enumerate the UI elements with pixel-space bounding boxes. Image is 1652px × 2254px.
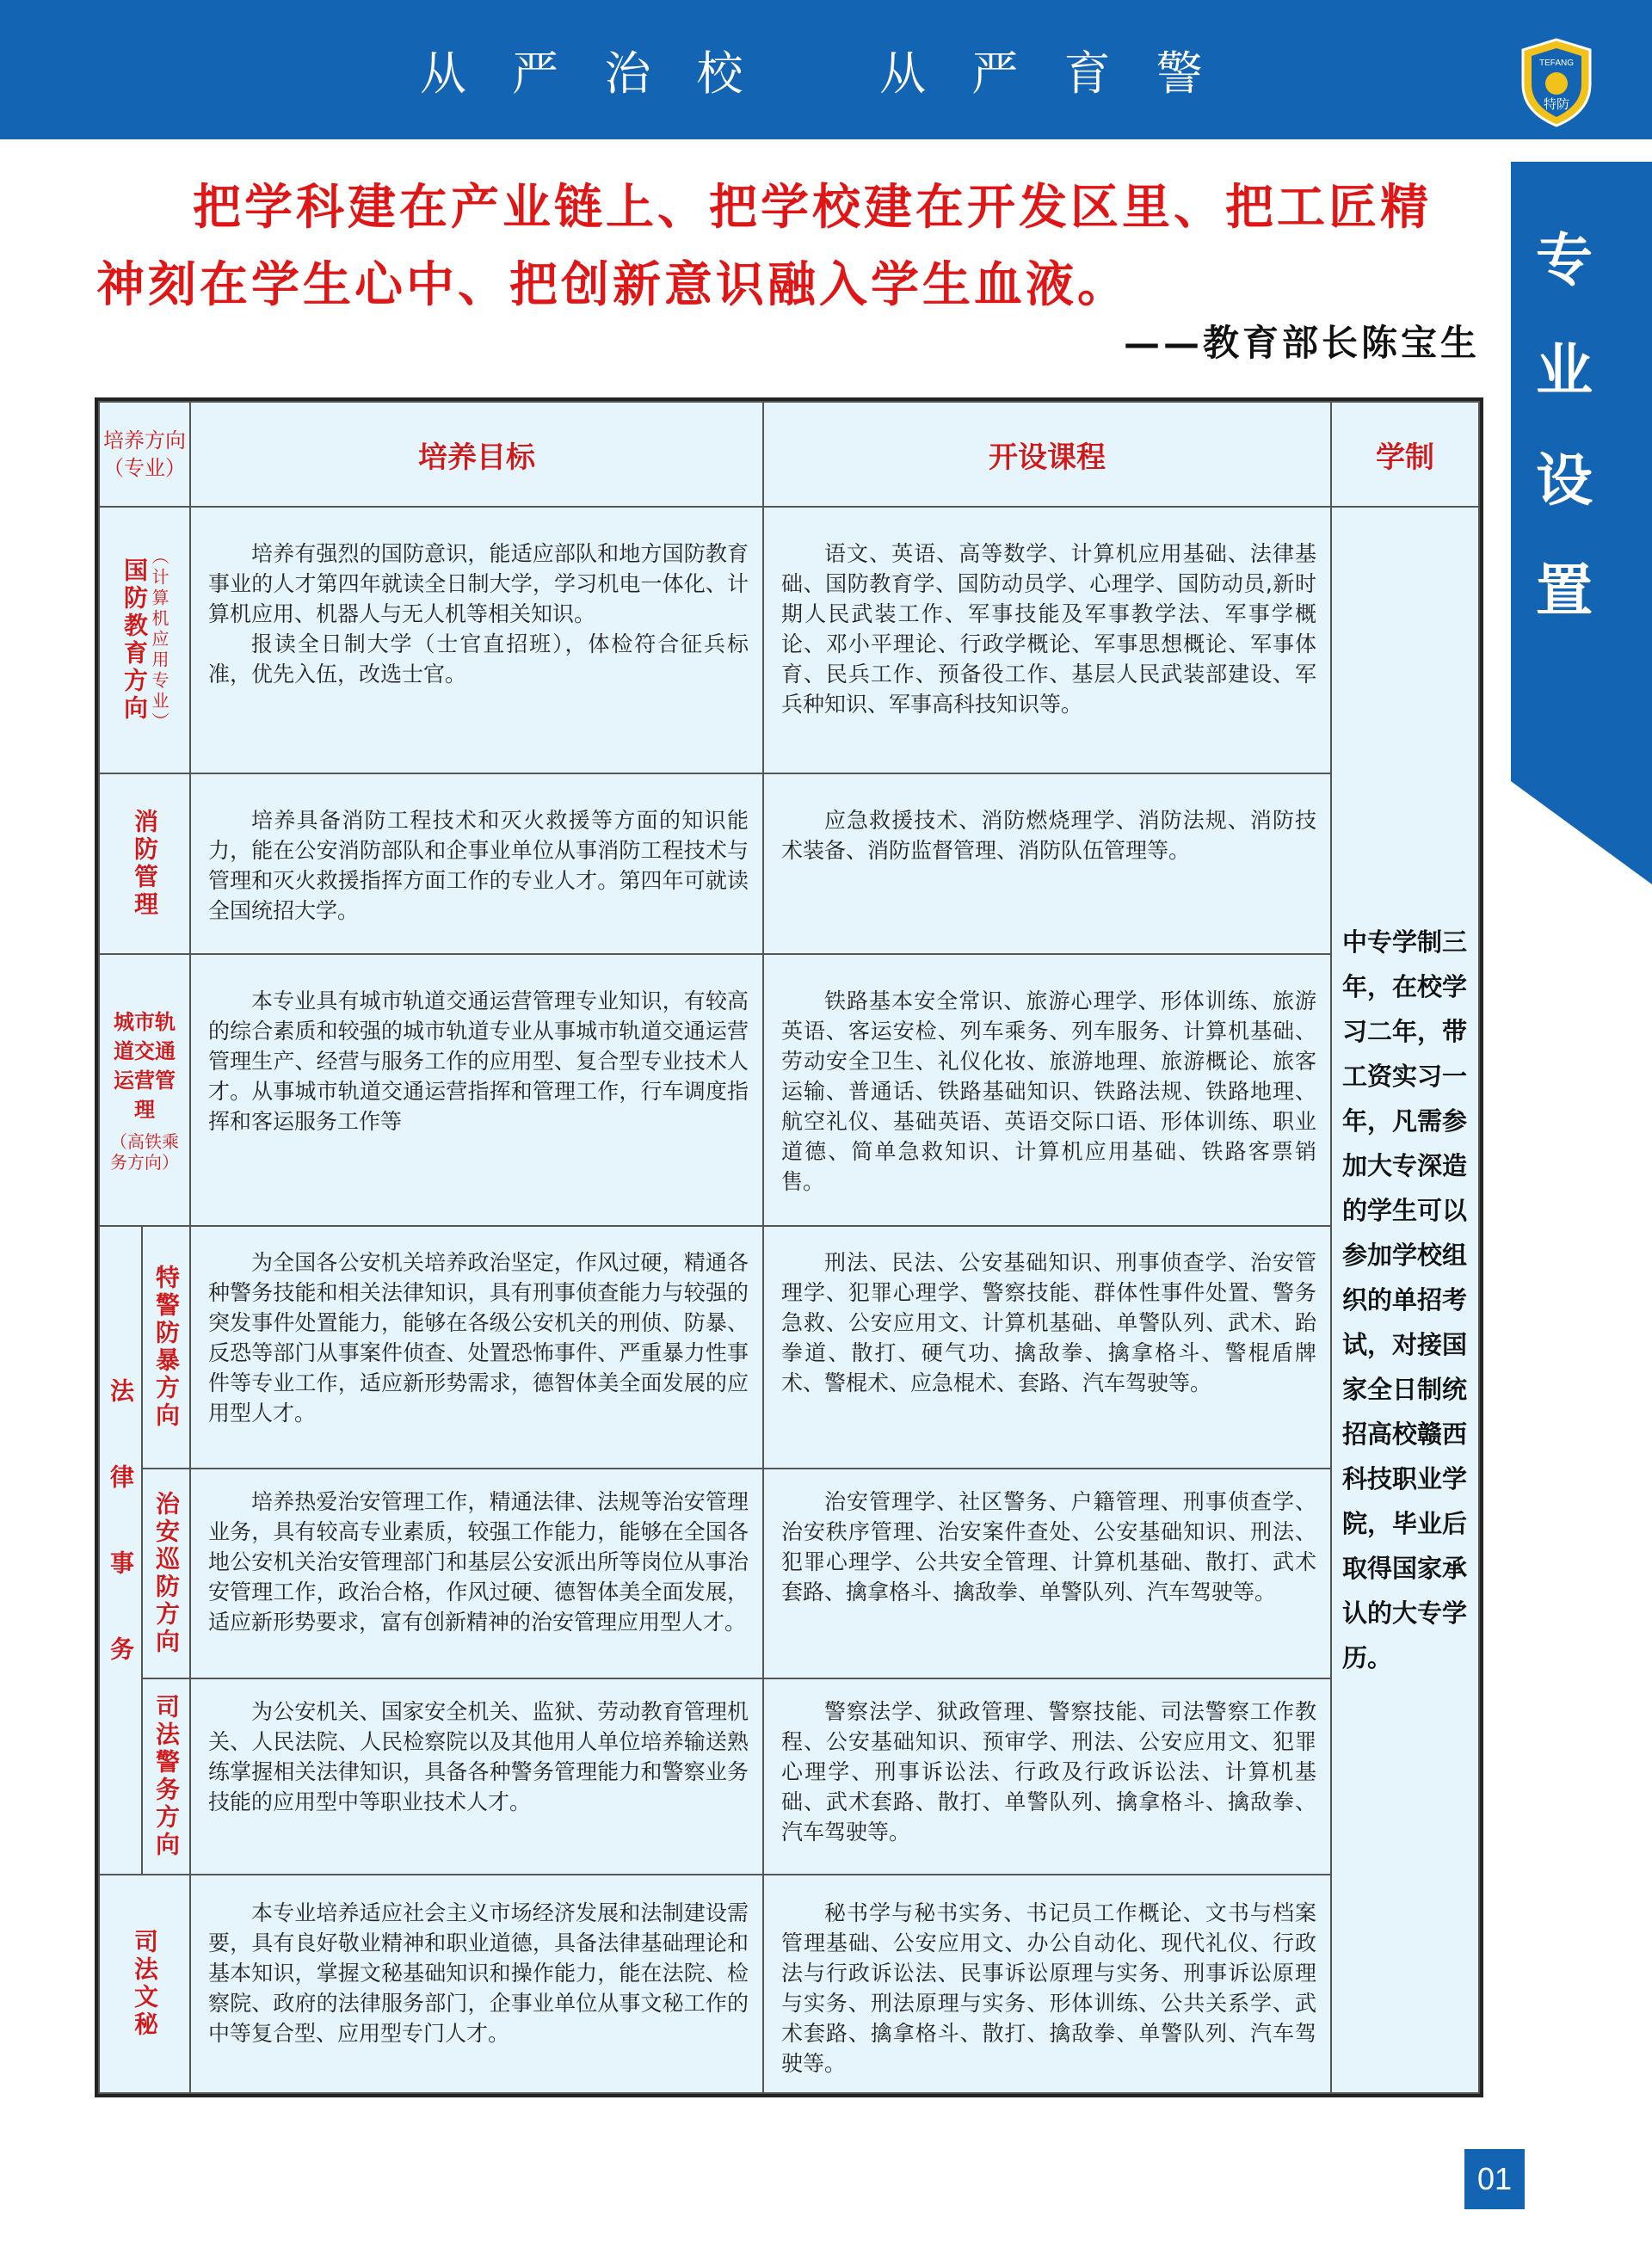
header-bar bbox=[0, 0, 1652, 139]
goal-paragraph: 为公安机关、国家安全机关、监狱、劳动教育管理机关、人民法院、人民检察院以及其他用人单位培养输送熟练掌握相关法律知识，具备各种警务管理能力和警察业务技能的应用型中等职业技术人才。 bbox=[208, 1699, 749, 1814]
direction-label: 国防教育方向 bbox=[120, 557, 149, 723]
goal-paragraph: 本专业培养适应社会主义市场经济发展和法制建设需要，具有良好敬业精神和职业道德，具备法律基础理论和基本知识，掌握文秘基础知识和操作能力，能在法院、检察院、政府的法律服务部门，企事业单位从事文秘工作的中等复合型、应用型专门人才。 bbox=[208, 1900, 749, 2046]
direction-label: 消防管理 bbox=[131, 809, 159, 919]
header-duration: 学制 bbox=[1330, 401, 1480, 508]
header-title: 从 严 治 校 从 严 育 警 bbox=[420, 46, 1218, 101]
goal-judicial-police bbox=[189, 1678, 764, 1875]
direction-label: 治安巡防方向 bbox=[152, 1491, 181, 1656]
goal-paragraph: 报读全日制大学（士官直招班），体检符合征兵标准，优先入伍，改选士官。 bbox=[208, 631, 749, 687]
direction-public-security-patrol bbox=[141, 1468, 191, 1679]
goal-fire-management bbox=[189, 773, 764, 955]
goal-judicial-secretary bbox=[189, 1874, 764, 2094]
courses-text: 秘书学与秘书实务、书记员工作概论、文书与档案管理基础、公安应用文、办公自动化、现代礼仪、行政法与行政诉讼法、民事诉讼原理与实务、刑事诉讼原理与实务、刑法原理与实务、形体训练、公共关系学、武术套路、擒拿格斗、散打、擒敌拳、单警队列、汽车驾驶等。 bbox=[781, 1900, 1316, 2076]
duration-cell bbox=[1330, 506, 1480, 2094]
direction-label: 司法文秘 bbox=[131, 1929, 159, 2039]
courses-text: 应急救援技术、消防燃烧理学、消防法规、消防技术装备、消防监督管理、消防队伍管理等。 bbox=[781, 808, 1316, 863]
direction-national-defense bbox=[98, 506, 191, 774]
courses-judicial-secretary bbox=[762, 1874, 1332, 2094]
direction-label: 特警防暴方向 bbox=[152, 1265, 181, 1430]
majors-table bbox=[95, 397, 1483, 2097]
courses-fire-management bbox=[762, 773, 1332, 955]
courses-public-security-patrol bbox=[762, 1468, 1332, 1679]
direction-label: 司法警务方向 bbox=[152, 1694, 181, 1859]
police-badge-icon bbox=[1518, 36, 1595, 129]
goal-urban-rail bbox=[189, 953, 764, 1227]
courses-text: 治安管理学、社区警务、户籍管理、刑事侦查学、治安秩序管理、治安案件查处、公安基础知识、刑法、犯罪心理学、公共安全管理、计算机基础、散打、武术套路、擒拿格斗、擒敌拳、单警队列、汽车驾驶等。 bbox=[781, 1489, 1316, 1604]
badge-text-top: TEFANG bbox=[1538, 59, 1575, 68]
duration-text: 中专学制三年，在校学习二年，带工资实习一年，凡需参加大专深造的学生可以参加学校组织的单招考试，对接国家全日制统招高校赣西科技职业学院，毕业后取得国家承认的大专学历。 bbox=[1342, 927, 1468, 1672]
courses-national-defense bbox=[762, 506, 1332, 774]
goal-public-security-patrol bbox=[189, 1468, 764, 1679]
courses-text: 刑法、民法、公安基础知识、刑事侦查学、治安管理学、犯罪心理学、警察技能、群体性事件处置、警务急救、公安应用文、计算机基础、单警队列、武术、跆拳道、散打、硬气功、擒敌拳、擒拿格斗、警棍盾牌术、警棍术、应急棍术、套路、汽车驾驶等。 bbox=[781, 1250, 1316, 1395]
goal-special-police bbox=[189, 1225, 764, 1469]
direction-urban-rail bbox=[98, 953, 191, 1227]
goal-paragraph: 为全国各公安机关培养政治坚定，作风过硬，精通各种警务技能和相关法律知识，具有刑事侦查能力与较强的突发事件处置能力，能够在各级公安机关的刑侦、防暴、反恐等部门从事案件侦查、处置恐怖事件、严重暴力性事件等专业工作，适应新形势需求，德智体美全面发展的应用型人才。 bbox=[208, 1250, 749, 1426]
goal-national-defense bbox=[189, 506, 764, 774]
header-direction: 培养方向（专业） bbox=[98, 401, 191, 508]
group-label: 法律事务 bbox=[107, 1378, 135, 1722]
quote-text: 把学科建在产业链上、把学校建在开发区里、把工匠精神刻在学生心中、把创新意识融入学生血液。 bbox=[96, 179, 1432, 313]
header-goal: 培养目标 bbox=[189, 401, 764, 508]
direction-note: （高铁乘务方向） bbox=[110, 1131, 179, 1173]
direction-fire-management bbox=[98, 773, 191, 955]
header-courses: 开设课程 bbox=[762, 401, 1332, 508]
goal-paragraph: 培养热爱治安管理工作，精通法律、法规等治安管理业务，具有较高专业素质，较强工作能力，能够在全国各地公安机关治安管理部门和基层公安派出所等岗位从事治安管理工作，政治合格，作风过硬、德智体美全面发展，适应新形势要求，富有创新精神的治安管理应用型人才。 bbox=[208, 1489, 749, 1635]
direction-label: 城市轨道交通运营管理 bbox=[114, 1010, 176, 1122]
courses-text: 语文、英语、高等数学、计算机应用基础、法律基础、国防教育学、国防动员学、心理学、国防动员,新时期人民武装工作、军事技能及军事教学法、军事学概论、邓小平理论、行政学概论、军事思想概论、军事体育、民兵工作、预备役工作、基层人民武装部建设、军兵种知识、军事高科技知识等。 bbox=[781, 541, 1316, 717]
direction-judicial-police bbox=[141, 1678, 191, 1875]
quote-author: ——教育部长陈宝生 bbox=[1123, 322, 1480, 364]
badge-text-bottom: 特防 bbox=[1543, 96, 1570, 112]
page-number: 01 bbox=[1464, 2149, 1525, 2209]
direction-note: （计算机应用专业） bbox=[149, 547, 170, 733]
goal-paragraph: 培养具备消防工程技术和灭火救援等方面的知识能力，能在公安消防部队和企事业单位从事消防工程技术与管理和灭火救援指挥方面工作的专业人才。第四年可就读全国统招大学。 bbox=[208, 808, 749, 923]
courses-special-police bbox=[762, 1225, 1332, 1469]
direction-judicial-secretary bbox=[98, 1874, 191, 2094]
courses-text: 铁路基本安全常识、旅游心理学、形体训练、旅游英语、客运安检、列车乘务、列车服务、计算机基础、劳动安全卫生、礼仪化妆、旅游地理、旅游概论、旅客运输、普通话、铁路基础知识、铁路法规、铁路地理、航空礼仪、基础英语、英语交际口语、形体训练、职业道德、简单急救知识、计算机应用基础、铁路客票销售。 bbox=[781, 988, 1316, 1194]
group-legal-affairs bbox=[98, 1225, 143, 1875]
goal-paragraph: 本专业具有城市轨道交通运营管理专业知识，有较高的综合素质和较强的城市轨道专业从事城市轨道交通运营管理生产、经营与服务工作的应用型、复合型专业技术人才。从事城市轨道交通运营指挥和管理工作，行车调度指挥和客运服务工作等 bbox=[208, 988, 749, 1134]
courses-urban-rail bbox=[762, 953, 1332, 1227]
courses-judicial-police bbox=[762, 1678, 1332, 1875]
courses-text: 警察法学、狱政管理、警察技能、司法警察工作教程、公安基础知识、预审学、刑法、公安应用文、犯罪心理学、刑事诉讼法、行政及行政诉讼法、计算机基础、武术套路、散打、单警队列、擒拿格斗、擒敌拳、汽车驾驶等。 bbox=[781, 1699, 1316, 1844]
goal-paragraph: 培养有强烈的国防意识，能适应部队和地方国防教育事业的人才第四年就读全日制大学，学习机电一体化、计算机应用、机器人与无人机等相关知识。 bbox=[208, 541, 749, 626]
direction-special-police bbox=[141, 1225, 191, 1469]
side-tab-label: 专业设置 bbox=[1536, 226, 1593, 624]
